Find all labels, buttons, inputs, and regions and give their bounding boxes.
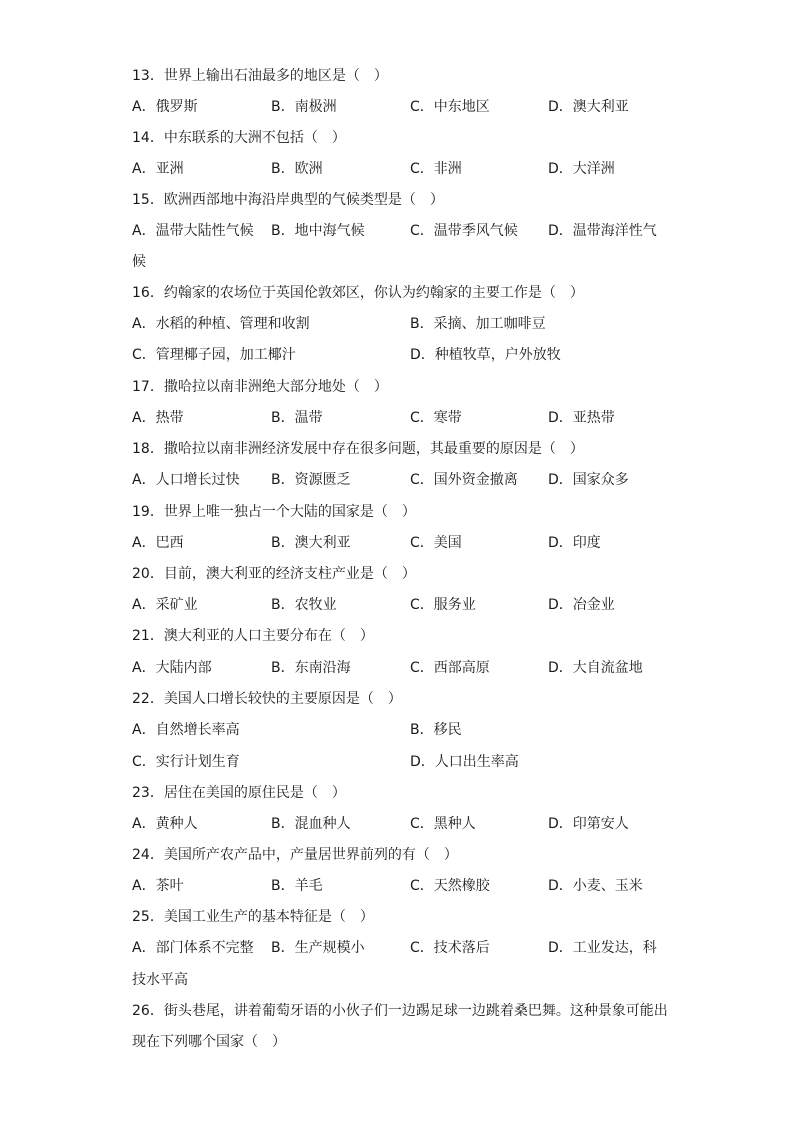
question-20-option-b: B．农牧业 bbox=[271, 597, 337, 613]
question-17-option-b: B．温带 bbox=[271, 410, 323, 426]
question-21-option-c: C．西部高原 bbox=[410, 660, 490, 676]
question-18-option-c: C．国外资金撤离 bbox=[410, 472, 518, 488]
question-24-option-a: A．茶叶 bbox=[132, 878, 184, 894]
question-21-option-a: A．大陆内部 bbox=[132, 660, 212, 676]
question-13-option-a: A．俄罗斯 bbox=[132, 99, 198, 115]
question-21-option-b: B．东南沿海 bbox=[271, 660, 351, 676]
question-23-option-b: B．混血种人 bbox=[271, 816, 351, 832]
question-22-option-c: C．实行计划生育 bbox=[132, 754, 240, 770]
question-23-option-c: C．黑种人 bbox=[410, 816, 476, 832]
question-25-option-b: B．生产规模小 bbox=[271, 940, 365, 956]
question-13-option-d: D．澳大利亚 bbox=[548, 99, 629, 115]
question-20-option-a: A．采矿业 bbox=[132, 597, 198, 613]
question-25-option-a: A．部门体系不完整 bbox=[132, 940, 254, 956]
question-14-option-b: B．欧洲 bbox=[271, 161, 323, 177]
question-22-stem: 22．美国人口增长较快的主要原因是（ ） bbox=[132, 691, 402, 707]
question-17-stem: 17．撒哈拉以南非洲绝大部分地处（ ） bbox=[132, 379, 388, 395]
question-24-stem: 24．美国所产农产品中，产量居世界前列的有（ ） bbox=[132, 847, 458, 863]
question-13-stem: 13．世界上输出石油最多的地区是（ ） bbox=[132, 68, 388, 84]
question-15-option-c: C．温带季风气候 bbox=[410, 223, 518, 239]
question-22-option-d: D．人口出生率高 bbox=[410, 754, 519, 770]
question-15-continuation: 候 bbox=[132, 254, 146, 270]
question-26-stem: 26．街头巷尾，讲着葡萄牙语的小伙子们一边踢足球一边跳着桑巴舞。这种景象可能出 bbox=[132, 1003, 668, 1019]
question-21-option-d: D．大自流盆地 bbox=[548, 660, 643, 676]
question-19-option-a: A．巴西 bbox=[132, 535, 184, 551]
question-23-stem: 23．居住在美国的原住民是（ ） bbox=[132, 785, 346, 801]
question-22-option-a: A．自然增长率高 bbox=[132, 722, 240, 738]
question-17-option-d: D．亚热带 bbox=[548, 410, 615, 426]
question-19-option-c: C．美国 bbox=[410, 535, 462, 551]
question-18-option-a: A．人口增长过快 bbox=[132, 472, 240, 488]
question-16-option-a: A．水稻的种植、管理和收割 bbox=[132, 316, 310, 332]
question-20-option-d: D．冶金业 bbox=[548, 597, 615, 613]
question-14-option-d: D．大洋洲 bbox=[548, 161, 615, 177]
question-20-stem: 20．目前，澳大利亚的经济支柱产业是（ ） bbox=[132, 566, 416, 582]
question-18-option-d: D．国家众多 bbox=[548, 472, 629, 488]
question-16-option-d: D．种植牧草，户外放牧 bbox=[410, 347, 561, 363]
question-17-option-c: C．寒带 bbox=[410, 410, 462, 426]
question-15-option-b: B．地中海气候 bbox=[271, 223, 365, 239]
question-13-option-c: C．中东地区 bbox=[410, 99, 490, 115]
question-16-option-b: B．采摘、加工咖啡豆 bbox=[410, 316, 546, 332]
question-24-option-d: D．小麦、玉米 bbox=[548, 878, 643, 894]
question-25-option-c: C．技术落后 bbox=[410, 940, 490, 956]
question-22-option-b: B．移民 bbox=[410, 722, 462, 738]
question-18-stem: 18．撒哈拉以南非洲经济发展中存在很多问题，其最重要的原因是（ ） bbox=[132, 441, 584, 457]
question-23-option-d: D．印第安人 bbox=[548, 816, 629, 832]
question-26-continuation: 现在下列哪个国家（ ） bbox=[132, 1034, 286, 1050]
question-16-option-c: C．管理椰子园，加工椰汁 bbox=[132, 347, 296, 363]
question-14-option-a: A．亚洲 bbox=[132, 161, 184, 177]
question-16-stem: 16．约翰家的农场位于英国伦敦郊区，你认为约翰家的主要工作是（ ） bbox=[132, 285, 584, 301]
question-23-option-a: A．黄种人 bbox=[132, 816, 198, 832]
question-19-option-b: B．澳大利亚 bbox=[271, 535, 351, 551]
question-19-option-d: D．印度 bbox=[548, 535, 601, 551]
question-15-option-a: A．温带大陆性气候 bbox=[132, 223, 254, 239]
question-13-option-b: B．南极洲 bbox=[271, 99, 337, 115]
question-24-option-b: B．羊毛 bbox=[271, 878, 323, 894]
question-15-stem: 15．欧洲西部地中海沿岸典型的气候类型是（ ） bbox=[132, 192, 444, 208]
question-14-option-c: C．非洲 bbox=[410, 161, 462, 177]
question-14-stem: 14．中东联系的大洲不包括（ ） bbox=[132, 130, 346, 146]
question-20-option-c: C．服务业 bbox=[410, 597, 476, 613]
question-18-option-b: B．资源匮乏 bbox=[271, 472, 351, 488]
question-17-option-a: A．热带 bbox=[132, 410, 184, 426]
question-25-continuation: 技水平高 bbox=[132, 972, 188, 988]
question-15-option-d: D．温带海洋性气 bbox=[548, 223, 657, 239]
question-21-stem: 21．澳大利亚的人口主要分布在（ ） bbox=[132, 628, 374, 644]
question-24-option-c: C．天然橡胶 bbox=[410, 878, 490, 894]
question-19-stem: 19．世界上唯一独占一个大陆的国家是（ ） bbox=[132, 504, 416, 520]
question-25-option-d: D．工业发达，科 bbox=[548, 940, 657, 956]
question-25-stem: 25．美国工业生产的基本特征是（ ） bbox=[132, 909, 374, 925]
